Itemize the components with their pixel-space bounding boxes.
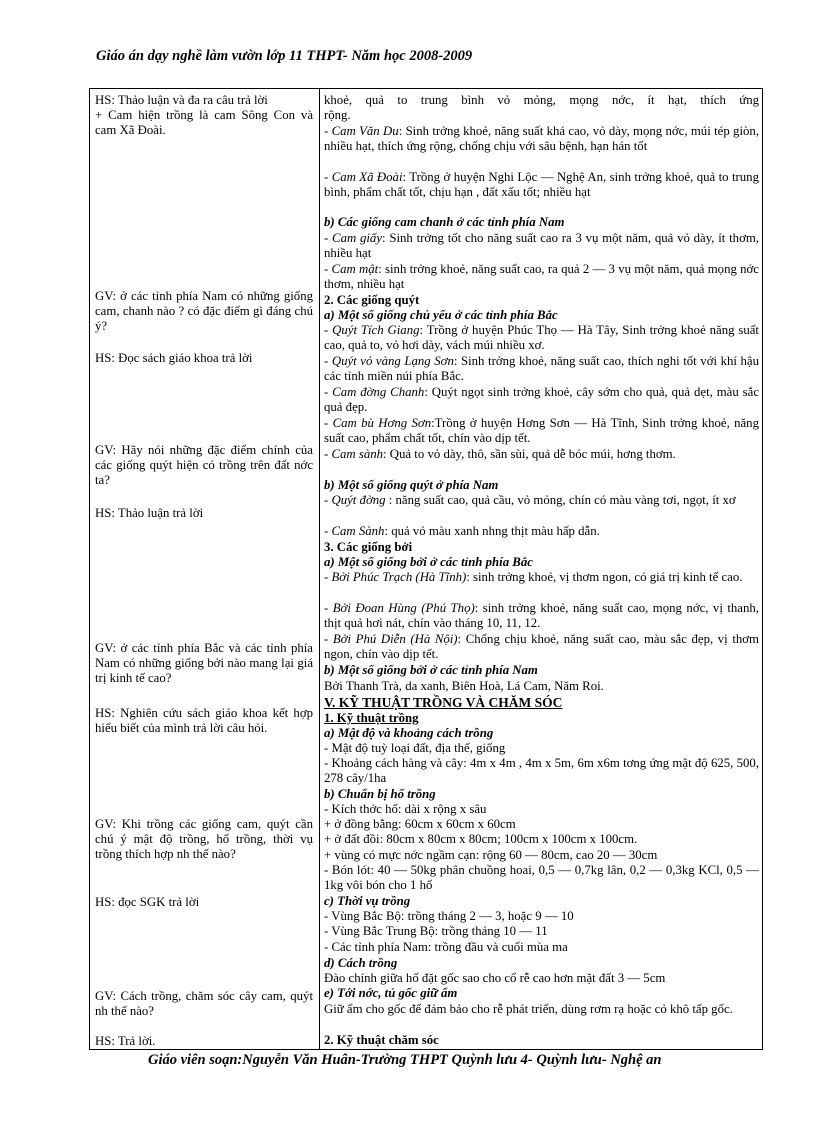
content-line: - Mật độ tuỳ loại đất, địa thế, giống: [324, 741, 506, 755]
activity-block: HS: Thảo luận trả lời: [95, 506, 204, 520]
content-line: - Khoảng cách hàng và cây: 4m x 4m , 4m x 5m, 6m x6m tơng ứng mật độ 625, 500, 278 cây/1ha: [324, 756, 759, 786]
content-line: - Vùng Bắc Bộ: trồng tháng 2 — 3, hoặc 9 — 10: [324, 909, 574, 923]
activity-block: HS: Đọc sách giáo khoa trả lời: [95, 351, 253, 365]
activity-block: HS: đọc SGK trả lời: [95, 895, 200, 909]
variety-cam-mat: - Cam mật: sinh trởng khoẻ, năng suất cao, ra quả 2 — 3 vụ một năm, quả mọng nớc thơm, nhiều hạt: [324, 262, 759, 292]
content-line: + vùng có mực nớc ngầm cạn: rộng 60 — 80cm, cao 20 — 30cm: [324, 848, 658, 862]
content-line: - Bón lót: 40 — 50kg phân chuồng hoai, 0,5 — 0,7kg lân, 0,2 — 0,3kg KCl, 0,5 — 1kg vôi bón cho 1 hố: [324, 863, 759, 893]
section-heading: 3. Các giống bởi: [324, 540, 413, 554]
variety-quyt-lang-son: - Quýt vỏ vàng Lạng Sơn: Sinh trởng khoẻ, năng suất cao, thích nghi tốt với khí hậu các tỉnh miền núi phía Bắc.: [324, 354, 759, 384]
variety-cam-duong-chanh: - Cam đờng Chanh: Quýt ngọt sinh trởng khoẻ, cây sớm cho quả, quả dẹt, màu sắc quả đẹp.: [324, 385, 759, 415]
subheading: a) Một số giống bởi ở các tỉnh phía Bắc: [324, 555, 533, 569]
subheading: a) Mật độ và khoảng cách trồng: [324, 726, 494, 740]
subheading: b) Các giống cam chanh ở các tỉnh phía Nam: [324, 215, 565, 229]
activity-block: GV: Khi trồng các giống cam, quýt cần chú ý mật độ trồng, hố trồng, thời vụ trồng thích hợp nh thế nào?: [95, 817, 313, 861]
activity-block: HS: Nghiên cứu sách giáo khoa kết hợp hiểu biết của mình trả lời câu hỏi.: [95, 706, 313, 735]
content-line: - Kích thớc hố: dài x rộng x sâu: [324, 802, 487, 816]
variety-buoi-phu-dien: - Bởi Phú Diễn (Hà Nội): Chống chịu khoẻ, năng suất cao, màu sắc đẹp, vị thơm ngon, chín vào dịp tết.: [324, 632, 760, 662]
content-line: Giữ ẩm cho gốc để đảm bảo cho rễ phát triển, dùng rơm rạ hoặc cỏ khô tấp gốc.: [324, 1002, 733, 1016]
variety-cam-giay: - Cam giấy: Sinh trởng tốt cho năng suất cao ra 3 vụ một năm, quả vỏ dày, ít thơm, nhiều hạt: [324, 231, 759, 261]
activity-block: HS: Trả lời.: [95, 1034, 156, 1048]
subheading: b) Một số giống quýt ở phía Nam: [324, 478, 499, 492]
variety-cam-sanh-nam: - Cam Sành: quả vỏ màu xanh nhng thịt màu hấp dẫn.: [324, 524, 600, 538]
content-line: - Vùng Bắc Trung Bộ: trồng tháng 10 — 11: [324, 924, 548, 938]
content-line: + ở đồng bằng: 60cm x 60cm x 60cm: [324, 817, 516, 831]
variety-cam-sanh: - Cam sành: Quả to vỏ dày, thô, sần sùi, quả dễ bóc múi, hơng thơm.: [324, 447, 676, 461]
content-line: Đào chính giữa hố đặt gốc sao cho cổ rễ cao hơn mặt đất 3 — 5cm: [324, 971, 666, 985]
subheading: c) Thời vụ trồng: [324, 894, 411, 908]
content-line: - Các tỉnh phía Nam: trồng đầu và cuối mùa ma: [324, 940, 568, 954]
section-heading: 1. Kỹ thuật trồng: [324, 711, 419, 725]
lesson-table: [89, 88, 763, 1050]
column-divider: [319, 89, 320, 1049]
subheading: e) Tới nớc, tủ gốc giữ ẩm: [324, 986, 458, 1000]
subheading: b) Chuẩn bị hố trồng: [324, 787, 436, 801]
content-line: + ở đất đồi: 80cm x 80cm x 80cm; 100cm x 100cm x 100cm.: [324, 832, 638, 846]
variety-buoi-phuc-trach: - Bởi Phúc Trạch (Hà Tĩnh): sinh trởng khoẻ, vị thơm ngon, có giá trị kinh tế cao.: [324, 570, 743, 584]
section-heading: 2. Các giống quýt: [324, 293, 420, 307]
variety-cam-van-du: - Cam Văn Du: Sinh trởng khoẻ, năng suất khá cao, vỏ dày, mọng nớc, múi tép giòn, nhiều hạt, thích ứng rộng, chống chịu với sâu bệnh, hạn hán tốt: [324, 124, 759, 154]
activity-block: GV: ở các tỉnh phía Bắc và các tỉnh phía Nam có những giống bởi nào mang lại giá trị kinh tế cao?: [95, 641, 313, 685]
variety-cam-xa-doai: - Cam Xã Đoài: Trồng ở huyện Nghi Lộc — Nghệ An, sinh trởng khoẻ, quả to trung bình, phẩm chất tốt, chịu hạn , đất xấu tốt; nhiều hạt: [324, 170, 759, 200]
activity-block: HS: Thảo luận và đa ra câu trả lời + Cam hiện trồng là cam Sông Con và cam Xã Đoài.: [95, 93, 313, 137]
subheading: a) Một số giống chủ yếu ở các tỉnh phía Bắc: [324, 308, 558, 322]
section-heading: 2. Kỹ thuật chăm sóc: [324, 1033, 439, 1047]
variety-quyt-tich-giang: - Quýt Tích Giang: Trồng ở huyện Phúc Thọ — Hà Tây, Sinh trởng khoẻ năng suất cao, quả to, vỏ hơi dày, vách múi nhiều xơ.: [324, 323, 759, 353]
variety-buoi-doan-hung: - Bởi Đoan Hùng (Phú Thọ): sinh trởng khoẻ, năng suất cao, mọng nớc, vị thanh, thịt quả hơi nát, chín vào tháng 10, 11, 12.: [324, 601, 759, 631]
chapter-heading: V. KỸ THUẬT TRỒNG VÀ CHĂM SÓC: [324, 695, 563, 710]
content-block: khoẻ, quả to trung bình vỏ mỏng, mọng nớc, ít hạt, thích ứng rộng.: [324, 93, 759, 123]
variety-cam-bu-huong-son: - Cam bù Hơng Sơn:Trồng ở huyện Hơng Sơn — Hà Tĩnh, Sinh trởng khoẻ, năng suất cao, phẩm chất tốt, chín vào dịp tết.: [324, 416, 759, 446]
activity-block: GV: Cách trồng, chăm sóc cây cam, quýt nh thế nào?: [95, 989, 313, 1018]
activity-block: GV: Hãy nói những đặc điểm chính của các giống quýt hiện có trồng trên đất nớc ta?: [95, 443, 313, 487]
variety-buoi-nam-list: Bởi Thanh Trà, da xanh, Biên Hoà, Lá Cam, Năm Roi.: [324, 679, 604, 693]
subheading: b) Một số giống bởi ở các tỉnh phía Nam: [324, 663, 538, 677]
subheading: d) Cách trồng: [324, 956, 398, 970]
activity-block: GV: ở các tỉnh phía Nam có những giống cam, chanh nào ? có đặc điểm gì đáng chú ý?: [95, 289, 313, 333]
page-header: Giáo án dạy nghề làm vườn lớp 11 THPT- Năm học 2008-2009: [96, 48, 473, 64]
variety-quyt-duong: - Quýt đờng : năng suất cao, quả cầu, vỏ mỏng, chín có màu vàng tơi, ngọt, ít xơ: [324, 493, 736, 507]
page-footer: Giáo viên soạn:Nguyễn Văn Huân-Trường THPT Quỳnh lưu 4- Quỳnh lưu- Nghệ an: [148, 1052, 662, 1068]
